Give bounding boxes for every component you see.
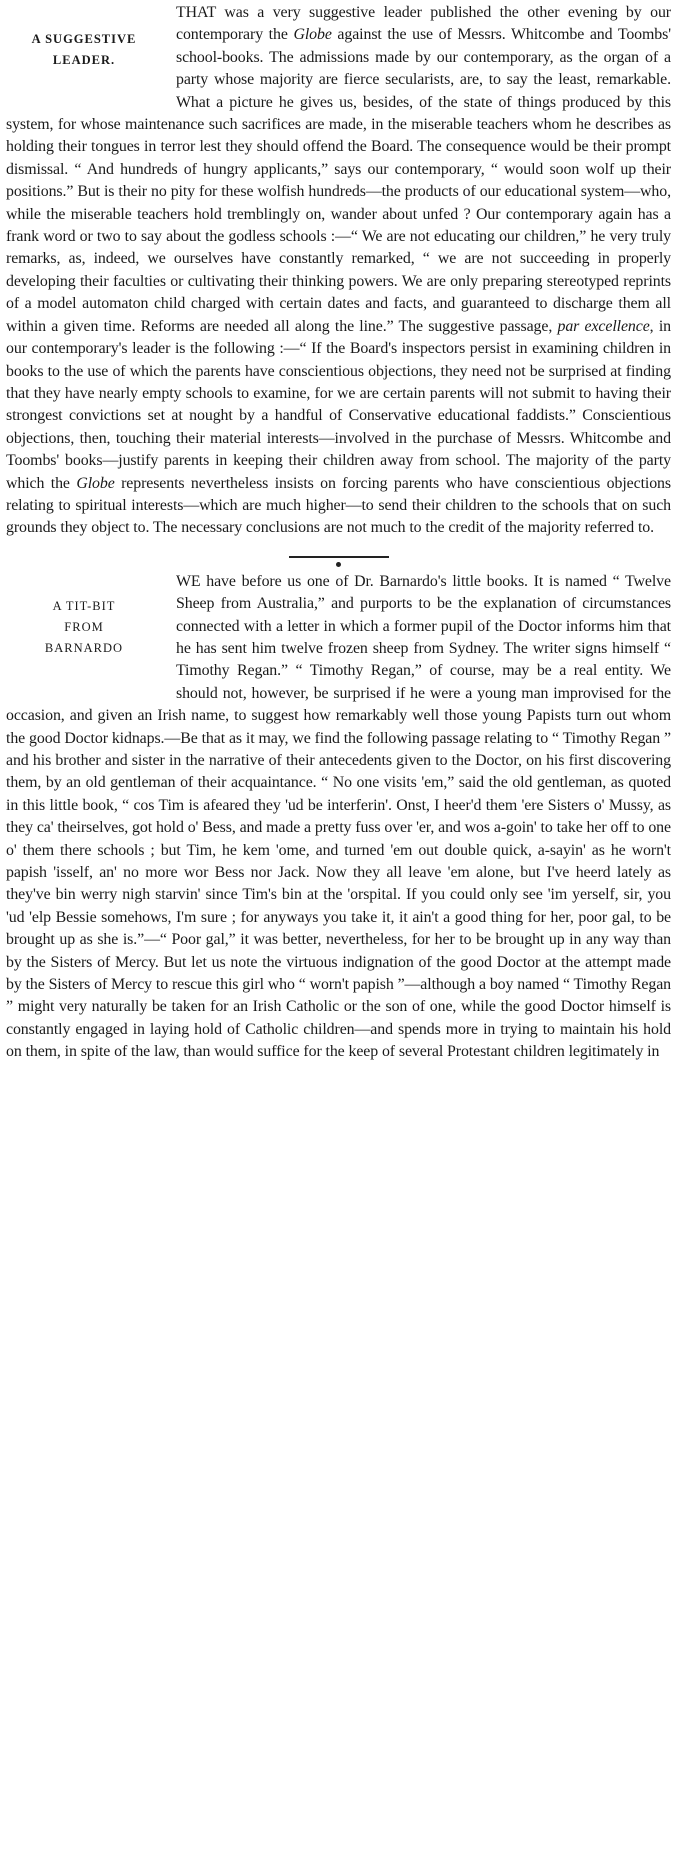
section-divider-dot bbox=[336, 562, 341, 567]
body-text: WE have before us one of Dr. Barnardo's little books. It is named “ Twelve Sheep from Australia,” and purports to be the explanation of circumstances connected with a letter in which a former pupil of the Doctor informs him that he has sent him twelve frozen sheep from Sydney. The writer signs himself “ Timothy Regan.” “ Timothy Regan,” of course, may be a real entity. We should not, however, be surprised if he were a young man improvised for the occasion, and given an Irish name, to suggest how remarkably well those young Papists turn out whom the good Doctor kidnaps.—Be that as it may, we find the following passage relating to “ Timothy Regan ” and his brother and sister in the narrative of their antecedents given to the Doctor, on his first discovering them, by an old gentleman of their acquaintance. “ No one visits 'em,” said the old gentleman, as quoted in this little book, “ cos Tim is afeared they 'ud be interferin'. Onst, I heer'd them 'ere Sisters o' Mussy, as they ca' theirselves, got hold o' Bess, and made a pretty fuss over 'er, and wos a-goin' to take her off to one o' them there schools ; but Tim, he kem 'ome, and turned 'em out double quick, a-sayin' as he worn't papish 'isself, an' no more wor Bess nor Jack. Now they all leave 'em alone, but I've heerd lately as they've bin werry nigh starvin' since Tim's bin at the 'orspital. If you could only see 'im yerself, sir, you 'ud 'elp Bessie somehows, I'm sure ; for anyways you take it, it ain't a good thing for her, poor gal, to be brought up as she is.”—“ Poor gal,” it was better, nevertheless, for her to be brought up in any way than by the Sisters of Mercy. But let us note the virtuous indignation of the good Doctor at the attempt made by the Sisters of Mercy to rescue this girl who “ worn't papish ”—although a boy named “ Timothy Regan ” might very naturally be taken for an Irish Catholic or the son of one, while the good Doctor himself is constantly engaged in laying hold of Catholic children—and spends more in trying to maintain his hold on them, in spite of the law, than would suffice for the keep of several Protestant children legitimately in bbox=[6, 572, 671, 1061]
body-text: against the use of Messrs. Whitcombe and Toombs' school-books. The admissions made by our contemporary, as the organ of a party whose majority are fierce secularists, are, to say the least, remarkable. What a picture he gives us, besides, of the state of things produced by this system, for whose maintenance such sacrifices are made, in the miserable teachers whom he describes as holding their tongues in terror lest they should offend the Board. The consequence would be their prompt dismissal. “ And hundreds of hungry applicants,” says our contemporary, “ would soon wolf up their positions.” But is their no pity for these wolfish hundreds—the products of our educational system—who, while the miserable teachers hold tremblingly on, wander about unfed ? Our contemporary again has a frank word or two to say about the godless schools :—“ We are not educating our children,” he very truly remarks, as, indeed, we ourselves have constantly remarked, “ we are not succeeding in properly developing their faculties or cultivating their thinking powers. We are only preparing stereotyped reprints of a model automaton child charged with certain dates and facts, and guaranteed to discharge them all within a given time. Reforms are needed all along the line.” The suggestive passage, bbox=[6, 26, 671, 335]
heading-line: LEADER. bbox=[52, 53, 116, 67]
article-tit-bit-barnardo bbox=[6, 571, 671, 1064]
body-text: THAT was a very suggestive leader published the other evening by our contemporary the bbox=[176, 4, 671, 44]
section-divider-rule bbox=[289, 556, 389, 558]
body-text: represents nevertheless insists on forcing parents who have conscientious objections relating to spiritual interests—which are much higher—to send their children to the schools that on such grounds they object to. The necessary conclusions are not much to the credit of the majority referred to. bbox=[6, 474, 671, 537]
article-heading bbox=[0, 2, 168, 114]
article-heading bbox=[0, 571, 168, 703]
body-text-italic: Globe bbox=[76, 474, 115, 492]
article-suggestive-leader bbox=[6, 0, 671, 540]
body-text-italic: par excellence bbox=[557, 317, 650, 335]
heading-line: A TIT-BIT bbox=[52, 598, 116, 613]
body-text-italic: Globe bbox=[293, 26, 332, 44]
heading-line: FROM bbox=[64, 619, 104, 634]
heading-line: BARNARDO bbox=[44, 640, 124, 655]
heading-line: A SUGGESTIVE bbox=[31, 32, 137, 46]
body-text: , in our contemporary's leader is the following :—“ If the Board's inspectors persist in examining children in books to the use of which the parents have conscientious objections, they need not be surprised at finding that they have nearly empty schools to examine, for we are certain parents will not submit to having their strongest convictions set at nought by a handful of Conservative educational faddists.” Conscientious objections, then, touching their material interests—involved in the purchase of Messrs. Whitcombe and Toombs' books—justify parents in keeping their children away from school. The majority of the party which the bbox=[6, 317, 671, 492]
